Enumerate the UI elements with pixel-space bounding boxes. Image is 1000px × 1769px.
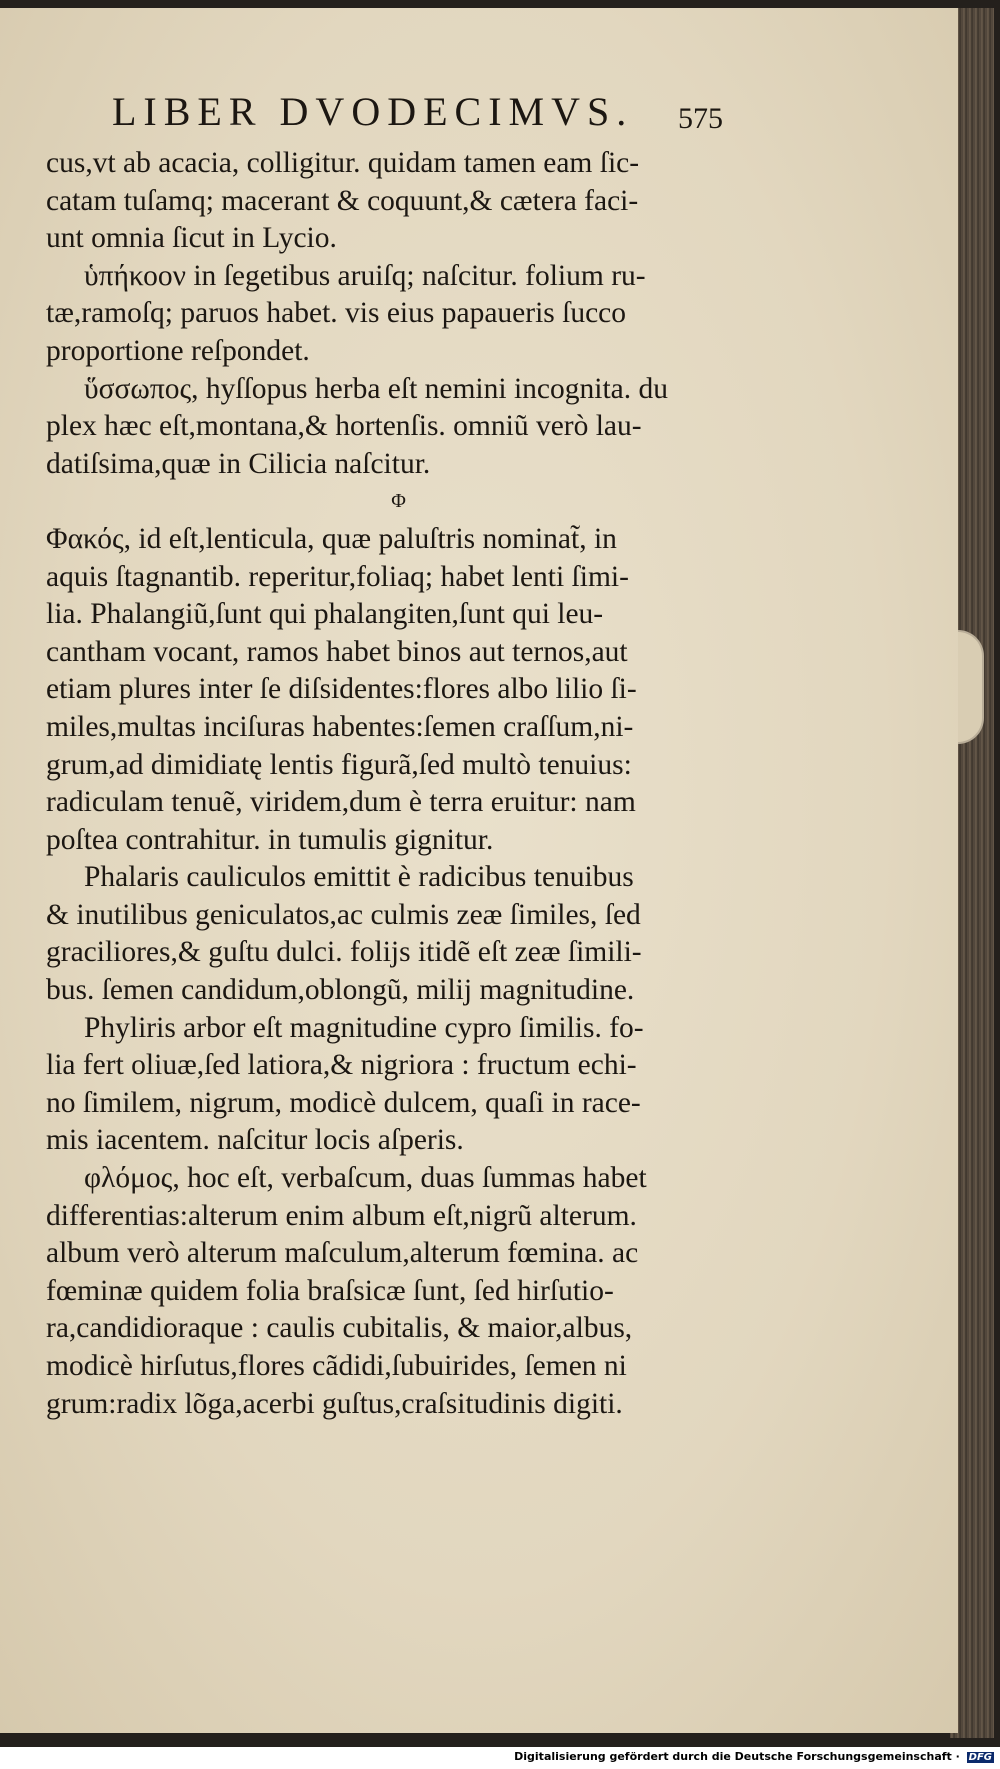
dfg-logo-icon: DFG bbox=[968, 1751, 992, 1763]
page-tab-marker bbox=[958, 630, 984, 744]
page-header bbox=[48, 88, 908, 148]
text-line: proportione reſpondet. bbox=[46, 334, 310, 367]
text-line: mis iacentem. naſcitur locis aſperis. bbox=[46, 1124, 464, 1157]
text-line: Phalaris cauliculos emittit è radicibus tenuibus bbox=[84, 861, 634, 894]
section-letter: Φ bbox=[391, 490, 406, 513]
text-line: tæ,ramoſq; paruos habet. vis eius papaueris ſucco bbox=[46, 297, 627, 330]
text-line: radiculam tenuẽ, viridem,dum è terra eruitur: nam bbox=[46, 786, 636, 819]
body-text bbox=[46, 145, 751, 1423]
text-line: etiam plures inter ſe diſsidentes:flores albo lilio ſi- bbox=[46, 673, 637, 706]
text-line: lia fert oliuæ,ſed latiora,& nigriora : fructum echi- bbox=[46, 1049, 637, 1082]
text-line: bus. ſemen candidum,oblongũ, milij magnitudine. bbox=[46, 974, 635, 1007]
text-line: miles,multas inciſuras habentes:ſemen craſſum,ni- bbox=[46, 710, 634, 743]
text-line: cantham vocant, ramos habet binos aut ternos,aut bbox=[46, 635, 628, 668]
text-line: plex hæc eſt,montana,& hortenſis. omniũ verò lau- bbox=[46, 410, 642, 443]
text-line: Phyliris arbor eſt magnitudine cypro ſimilis. fo- bbox=[84, 1011, 644, 1044]
text-line: datiſsima,quæ in Cilicia naſcitur. bbox=[46, 447, 431, 480]
text-line: & inutilibus geniculatos,ac culmis zeæ ſimiles, ſed bbox=[46, 898, 641, 931]
text-line: modicè hirſutus,flores cãdidi,ſubuirides, ſemen ni bbox=[46, 1350, 627, 1382]
text-line: Φακός, id eſt,lenticula, quæ paluſtris nominat̃, in bbox=[46, 522, 617, 555]
text-line: lia. Phalangiũ,ſunt qui phalangiten,ſunt qui leu- bbox=[46, 598, 604, 631]
text-line: unt omnia ſicut in Lycio. bbox=[46, 222, 337, 255]
text-line: cus,vt ab acacia, colligitur. quidam tamen eam ſic- bbox=[46, 147, 640, 179]
text-line: grum,ad dimidiatę lentis figurã,ſed multò tenuius: bbox=[46, 748, 632, 781]
credit-text: Digitalisierung gefördert durch die Deutsche Forschungsgemeinschaft · bbox=[514, 1750, 960, 1763]
page-number: 575 bbox=[678, 102, 723, 135]
text-line: ὑπήκοον in ſegetibus aruiſq; naſcitur. folium ru- bbox=[84, 259, 646, 292]
running-title: LIBER DVODECIMVS. bbox=[112, 89, 634, 134]
text-line: album verò alterum maſculum,alterum fœmina. ac bbox=[46, 1237, 639, 1270]
text-line: poſtea contrahitur. in tumulis gignitur. bbox=[46, 823, 494, 856]
text-line: φλόμος, hoc eſt, verbaſcum, duas ſummas habet bbox=[84, 1162, 647, 1195]
text-line: graciliores,& guſtu dulci. folijs itidẽ eſt zeæ ſimili- bbox=[46, 936, 642, 969]
text-line: ὕσσωπος, hyſſopus herba eſt nemini incognita. du bbox=[84, 372, 668, 405]
text-line: grum:radix lõga,acerbi guſtus,craſsitudinis digiti. bbox=[46, 1387, 623, 1420]
text-line: aquis ſtagnantib. reperitur,foliaq; habet lenti ſimi- bbox=[46, 560, 629, 593]
text-line: no ſimilem, nigrum, modicè dulcem, quaſi in race- bbox=[46, 1086, 641, 1119]
digitization-credit bbox=[514, 1750, 994, 1763]
text-line: ra,candidioraque : caulis cubitalis, & maior,albus, bbox=[46, 1312, 633, 1345]
text-line: differentias:alterum enim album eſt,nigrũ alterum. bbox=[46, 1199, 637, 1232]
text-line: fœminæ quidem folia braſsicæ ſunt, ſed hirſutio- bbox=[46, 1274, 614, 1307]
text-line: catam tuſamq; macerant & coquunt,& cætera faci- bbox=[46, 184, 639, 217]
